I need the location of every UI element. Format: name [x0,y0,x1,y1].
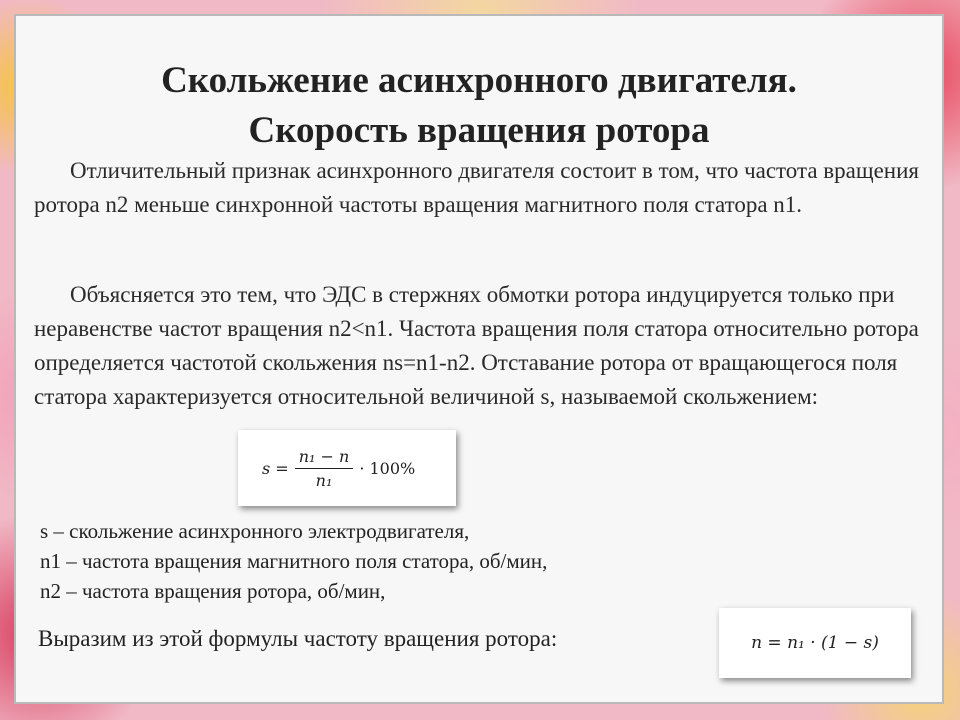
formula-lhs: s = [262,458,289,478]
formula-rhs: · 100% [359,458,416,478]
formula-numerator: n₁ − n [295,447,354,469]
formula2-text: n = n₁ · (1 − s) [751,633,879,653]
rotor-speed-formula [719,608,911,678]
definition-item: s – скольжение асинхронного электродвигателя, [40,519,470,543]
slide [14,14,944,704]
title-line-2: Скорость вращения ротора [248,110,710,151]
definition-item: n2 – частота вращения ротора, об/мин, [40,579,386,603]
definition-item: n1 – частота вращения магнитного поля статора, об/мин, [40,549,548,573]
paragraph-2: Объясняется это тем, что ЭДС в стержнях обмотки ротора индуцируется только при неравенстве частот вращения n2<n1. Частота вращения поля статора относительно ротора определяется частотой скольжения ns=n1-n2. Отставание ротора от вращающегося поля статора характеризуется относительной величиной s, называемой скольжением: [34,282,919,409]
slide-title [16,56,942,156]
slip-formula [238,430,456,506]
paragraph-1: Отличительный признак асинхронного двигателя состоит в том, что частота вращения ротора n2 меньше синхронной частоты вращения магнитного поля статора n1. [34,158,919,217]
formula-denominator: n₁ [315,470,333,490]
definitions-list [40,516,547,606]
formula-fraction [295,447,354,490]
rotor-speed-intro: Выразим из этой формулы частоту вращения ротора: [38,626,558,651]
title-line-1: Скольжение асинхронного двигателя. [161,60,797,101]
